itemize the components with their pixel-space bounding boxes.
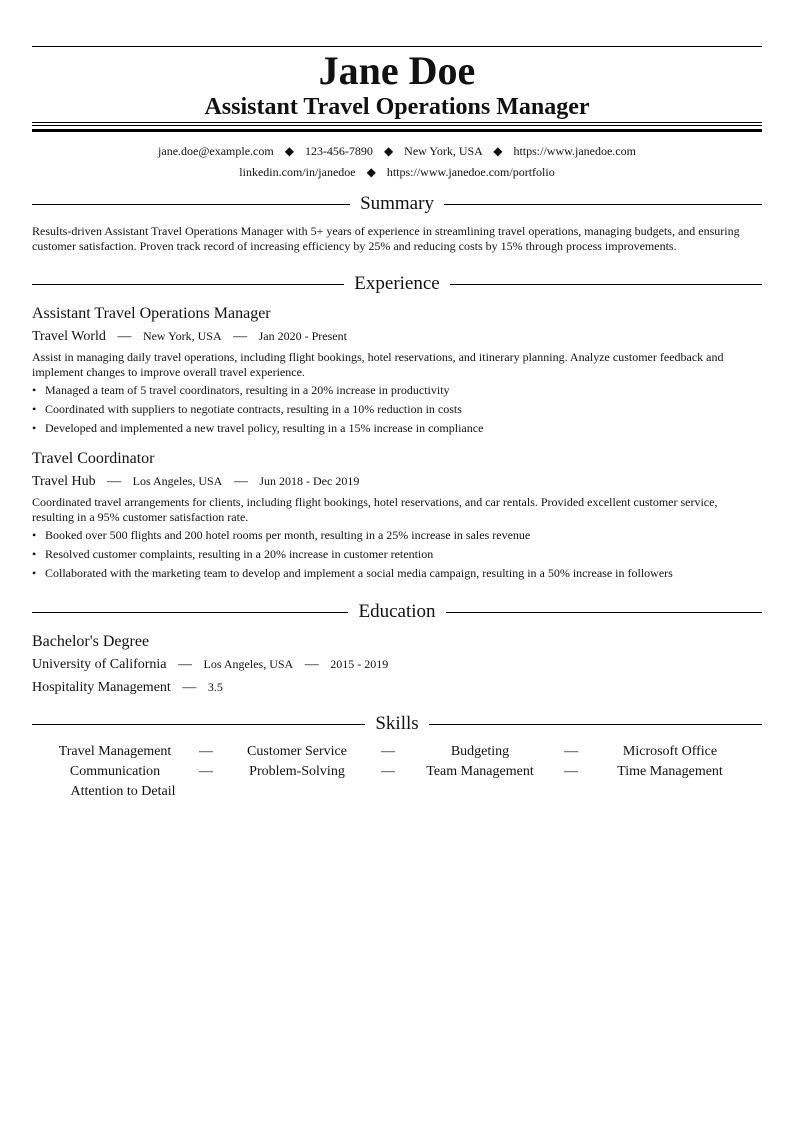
edu-school-row (32, 654, 762, 675)
dash-separator: — (233, 329, 248, 344)
edu-degree: Bachelor's Degree (32, 633, 150, 650)
header-rule-thin-1 (32, 122, 762, 123)
diamond-separator-icon: ◆ (284, 144, 294, 158)
list-item (32, 421, 762, 436)
header-top-rule (32, 46, 762, 47)
job-dates: Jun 2018 - Dec 2019 (259, 474, 360, 488)
education-entry (32, 632, 762, 698)
dash-separator: — (178, 657, 193, 672)
job-company: Travel World (32, 329, 106, 344)
job-title: Assistant Travel Operations Manager (32, 305, 271, 322)
job-description: Assist in managing daily travel operations, including flight bookings, hotel reservations, and itinerary planning. Analyze customer feedback and implement changes to improve overall travel experience. (32, 350, 724, 379)
dash-separator: — (117, 329, 132, 344)
dash-separator: — (199, 744, 213, 759)
section-rule-left (32, 612, 348, 613)
bullet-text: Developed and implemented a new travel policy, resulting in a 15% increase in compliance (45, 421, 484, 435)
bullet-text: Booked over 500 flights and 200 hotel rooms per month, resulting in a 25% increase in sales revenue (45, 528, 531, 542)
skills-row-1 (32, 743, 762, 763)
bullet-icon: • (32, 383, 37, 397)
skill-item: Travel Management (58, 744, 172, 759)
edu-gpa: 3.5 (207, 680, 223, 694)
job-company: Travel Hub (32, 474, 96, 489)
job-location: Los Angeles, USA (132, 474, 223, 488)
section-rule-left (32, 724, 365, 725)
diamond-separator-icon: ◆ (366, 165, 376, 179)
education-heading: Education (358, 601, 436, 622)
bullet-text: Collaborated with the marketing team to develop and implement a social media campaign, resulting in a 50% increase in followers (45, 566, 673, 580)
job-meta (32, 471, 762, 492)
job-meta (32, 326, 762, 347)
summary-heading: Summary (360, 193, 434, 214)
dash-separator: — (564, 764, 578, 779)
section-rule-right (444, 204, 762, 205)
job-bullets (32, 383, 762, 436)
education-section-header (32, 600, 762, 624)
experience-section-header (32, 272, 762, 296)
section-rule-right (446, 612, 762, 613)
skill-item: Problem-Solving (249, 764, 345, 779)
summary-section-header (32, 192, 762, 216)
bullet-text: Managed a team of 5 travel coordinators, resulting in a 20% increase in productivity (45, 383, 450, 397)
list-item (32, 566, 762, 581)
experience-entry-1 (32, 304, 762, 440)
section-rule-right (450, 284, 762, 285)
dash-separator: — (304, 657, 319, 672)
skills-grid (32, 743, 762, 803)
diamond-separator-icon: ◆ (493, 144, 503, 158)
contact-email[interactable]: jane.doe@example.com (158, 144, 274, 158)
dash-separator: — (233, 474, 248, 489)
candidate-name: Jane Doe (318, 48, 476, 93)
skill-item: Budgeting (450, 744, 510, 759)
contact-line-1 (32, 143, 762, 159)
list-item (32, 528, 762, 543)
contact-location: New York, USA (404, 144, 483, 158)
bullet-text: Coordinated with suppliers to negotiate contracts, resulting in a 10% reduction in costs (45, 402, 462, 416)
edu-field: Hospitality Management (32, 680, 171, 695)
bullet-icon: • (32, 421, 37, 435)
edu-school: University of California (32, 657, 167, 672)
contact-website[interactable]: https://www.janedoe.com (513, 144, 636, 158)
edu-dates: 2015 - 2019 (330, 657, 389, 671)
header-rule-thick (32, 129, 762, 132)
bullet-text: Resolved customer complaints, resulting in a 20% increase in customer retention (45, 547, 434, 561)
job-dates: Jan 2020 - Present (258, 329, 347, 343)
skill-item: Microsoft Office (622, 744, 718, 759)
bullet-icon: • (32, 566, 37, 580)
list-item (32, 402, 762, 417)
dash-separator: — (381, 744, 395, 759)
dash-separator: — (107, 474, 122, 489)
contact-line-2 (32, 164, 762, 180)
job-title: Travel Coordinator (32, 450, 155, 467)
section-rule-left (32, 284, 344, 285)
skills-row-3 (32, 783, 762, 803)
dash-separator: — (381, 764, 395, 779)
contact-linkedin[interactable]: linkedin.com/in/janedoe (239, 165, 356, 179)
bullet-icon: • (32, 402, 37, 416)
job-bullets (32, 528, 762, 581)
diamond-separator-icon: ◆ (383, 144, 394, 158)
job-location: New York, USA (142, 329, 222, 343)
dash-separator: — (564, 744, 578, 759)
experience-entry-2 (32, 449, 762, 585)
skill-item: Team Management (426, 764, 534, 779)
contact-portfolio[interactable]: https://www.janedoe.com/portfolio (386, 165, 555, 179)
edu-location: Los Angeles, USA (203, 657, 294, 671)
edu-field-row (32, 677, 762, 698)
skills-row-2 (32, 763, 762, 783)
section-rule-right (429, 724, 762, 725)
dash-separator: — (182, 680, 197, 695)
dash-separator: — (199, 764, 213, 779)
contact-phone[interactable]: 123-456-7890 (304, 144, 373, 158)
list-item (32, 383, 762, 398)
bullet-icon: • (32, 528, 37, 542)
skill-item: Attention to Detail (70, 784, 176, 799)
candidate-title: Assistant Travel Operations Manager (204, 94, 590, 120)
header-rule-thin-2 (32, 125, 762, 126)
skill-item: Time Management (617, 764, 723, 779)
section-rule-left (32, 204, 350, 205)
skills-heading: Skills (375, 713, 419, 734)
bullet-icon: • (32, 547, 37, 561)
skill-item: Communication (69, 764, 161, 779)
skills-section-header (32, 712, 762, 736)
job-description: Coordinated travel arrangements for clients, including flight bookings, hotel reservations, and car rentals. Provided excellent customer service, resulting in a 95% customer satisfaction rate. (32, 495, 718, 524)
skill-item: Customer Service (247, 744, 347, 759)
list-item (32, 547, 762, 562)
experience-heading: Experience (354, 273, 440, 294)
summary-text: Results-driven Assistant Travel Operations Manager with 5+ years of experience in streamlining travel operations, managing budgets, and ensuring customer satisfaction. Proven track record of increasing efficiency by 25% and reducing costs by 15% through process improvements. (32, 224, 740, 253)
